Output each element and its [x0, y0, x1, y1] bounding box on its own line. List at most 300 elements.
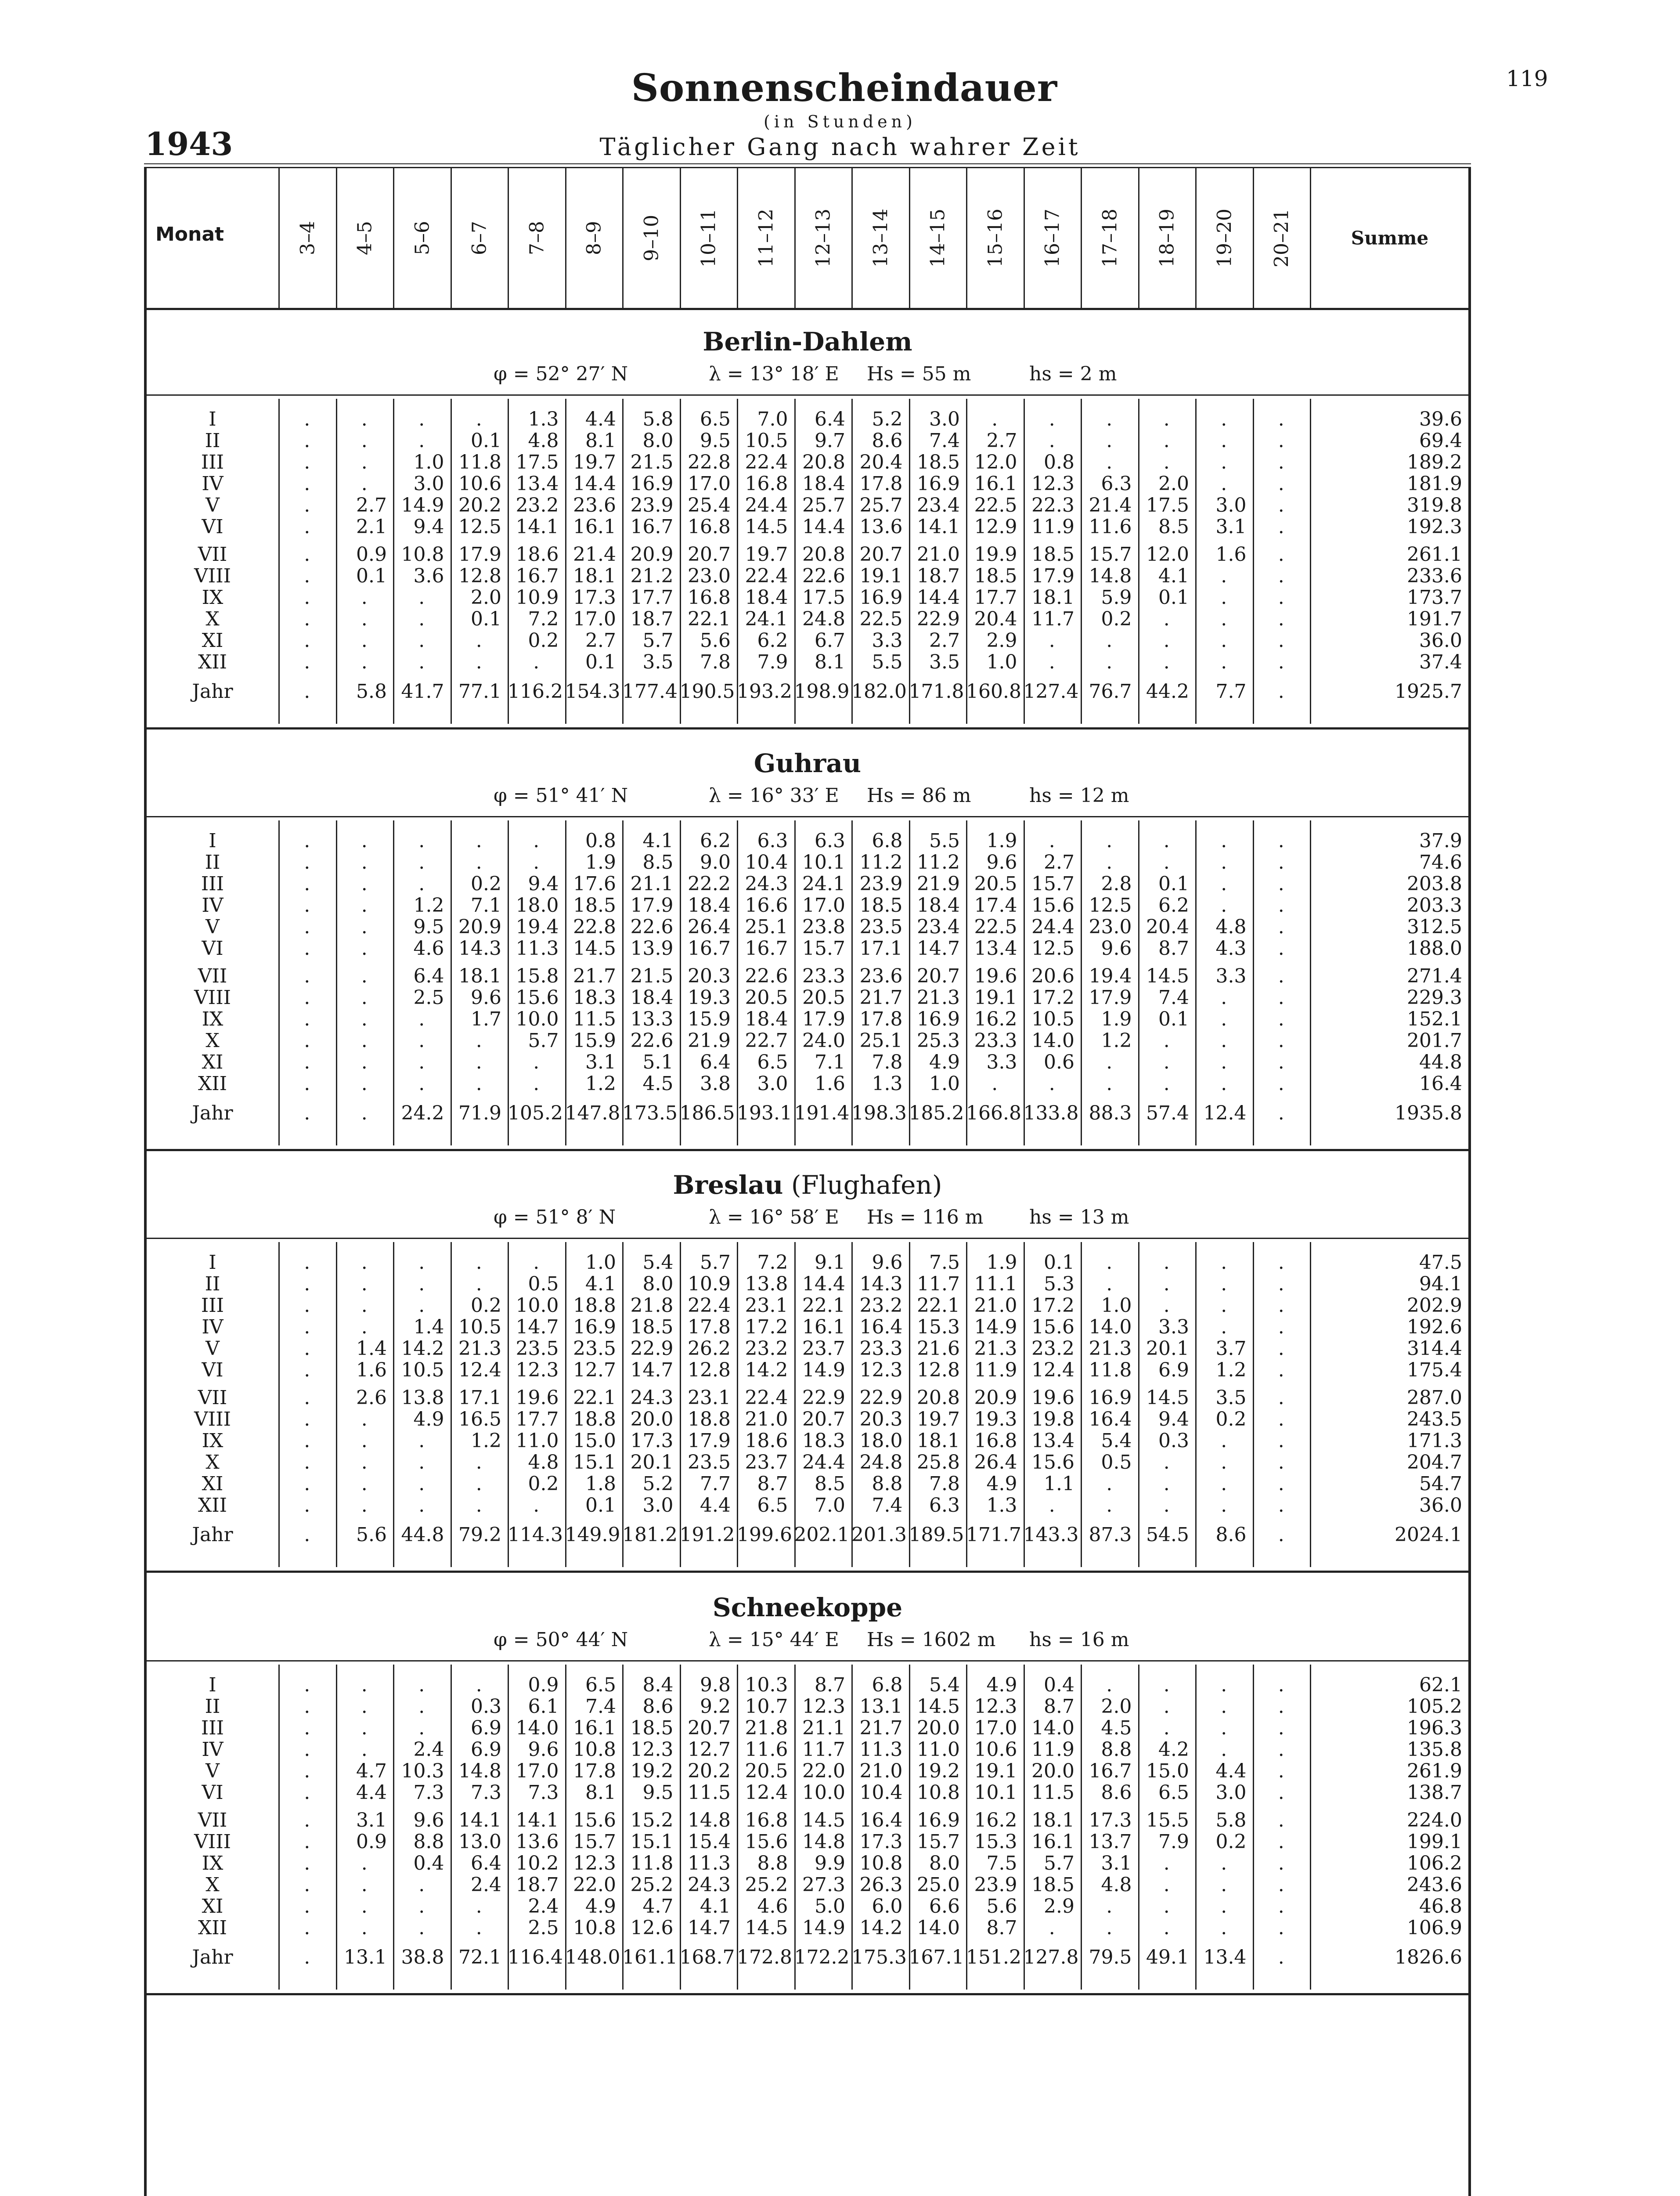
hour-value-cell: 1.2 — [471, 1430, 501, 1452]
hour-value-cell: 13.6 — [516, 1831, 559, 1853]
station-title — [147, 1170, 1468, 1200]
hour-value-cell: 18.8 — [688, 1408, 731, 1430]
hour-value-cell: 25.3 — [917, 1029, 960, 1052]
hour-value-cell: . — [476, 1029, 482, 1052]
hour-value-cell: 21.0 — [859, 1760, 903, 1782]
summe-value-cell: 62.1 — [1419, 1674, 1462, 1696]
hour-value-cell: 3.0 — [1215, 1781, 1247, 1804]
month-row — [147, 1760, 1468, 1782]
month-label: XII — [198, 1917, 227, 1939]
hour-value-cell: . — [1221, 851, 1227, 874]
hour-value-cell: 1.4 — [413, 1316, 444, 1338]
station-block — [147, 733, 1468, 1154]
hour-value-cell: 17.0 — [573, 608, 616, 630]
summe-value-cell: 37.4 — [1419, 651, 1462, 673]
hour-value-cell: 5.7 — [528, 1029, 559, 1052]
hour-value-cell: 17.8 — [573, 1760, 616, 1782]
hour-value-cell: 20.8 — [917, 1387, 960, 1409]
hour-value-cell: 14.0 — [1089, 1316, 1132, 1338]
month-row — [147, 1273, 1468, 1295]
month-row — [147, 1316, 1468, 1338]
station-title — [147, 748, 1468, 778]
hour-value-cell: 5.7 — [700, 1251, 731, 1274]
summe-value-cell: 196.3 — [1407, 1717, 1462, 1739]
hour-value-cell: 2.4 — [413, 1738, 444, 1761]
hour-value-cell: . — [1278, 586, 1284, 609]
hour-value-cell: . — [533, 651, 540, 673]
hour-value-cell: 10.0 — [516, 1294, 559, 1317]
hour-value-cell: 9.2 — [700, 1695, 731, 1718]
hour-value-cell: . — [1163, 1695, 1170, 1718]
summe-value-cell: 261.1 — [1407, 543, 1462, 566]
hour-value-cell: 3.8 — [700, 1073, 731, 1095]
hour-value-cell: 13.8 — [745, 1273, 788, 1295]
summe-value-cell: 173.7 — [1407, 586, 1462, 609]
summe-value-cell: 319.8 — [1407, 494, 1462, 516]
summe-value-cell: 287.0 — [1407, 1387, 1462, 1409]
hour-value-cell: . — [418, 1895, 425, 1918]
hour-value-cell: 19.1 — [974, 1760, 1017, 1782]
hour-value-cell: 1.6 — [815, 1073, 845, 1095]
hour-value-cell: 12.0 — [1146, 543, 1189, 566]
hour-value-cell: . — [1278, 1294, 1284, 1317]
hour-value-cell: . — [1278, 851, 1284, 874]
hour-value-cell: 25.1 — [859, 1029, 903, 1052]
hour-value-cell: 189.5 — [908, 1524, 964, 1546]
hour-value-cell: 7.0 — [757, 408, 788, 430]
hour-value-cell: 16.4 — [859, 1316, 903, 1338]
hour-value-cell: 5.8 — [1215, 1809, 1247, 1831]
hour-value-cell: 20.5 — [745, 986, 788, 1009]
hour-value-cell: . — [361, 1008, 368, 1030]
month-label: II — [205, 1273, 220, 1295]
hour-value-cell: . — [361, 1852, 368, 1875]
hour-value-cell: 44.8 — [401, 1524, 444, 1546]
hour-value-cell: . — [304, 516, 310, 538]
month-row — [147, 408, 1468, 430]
annual-total-row — [147, 1524, 1468, 1546]
hour-value-cell: 7.4 — [929, 430, 960, 452]
hour-value-cell: 16.1 — [802, 1316, 845, 1338]
hour-value-cell: 185.2 — [908, 1102, 964, 1124]
hour-value-cell: . — [1278, 986, 1284, 1009]
hour-value-cell: . — [304, 1359, 310, 1381]
hour-value-cell: 23.5 — [859, 916, 903, 938]
hour-value-cell: . — [1278, 651, 1284, 673]
hour-value-cell: . — [533, 1251, 540, 1274]
hour-value-cell: 191.4 — [794, 1102, 850, 1124]
hour-value-cell: 9.4 — [1158, 1408, 1189, 1430]
month-row — [147, 495, 1468, 516]
hour-value-cell: 17.0 — [802, 894, 845, 917]
hour-value-cell: 12.9 — [974, 516, 1017, 538]
hour-value-cell: 21.9 — [688, 1029, 731, 1052]
station-block — [147, 1154, 1468, 1576]
hour-value-cell: 7.8 — [929, 1473, 960, 1495]
hour-value-cell: . — [304, 473, 310, 495]
hour-value-cell: . — [304, 608, 310, 630]
hour-value-cell: . — [1221, 1494, 1227, 1517]
hour-value-cell: . — [1278, 1273, 1284, 1295]
station-phi: φ = 51° 8′ N — [494, 1206, 616, 1228]
hour-value-cell: . — [1163, 651, 1170, 673]
hour-value-cell: 2.7 — [585, 629, 616, 652]
hour-value-cell: 22.9 — [859, 1387, 903, 1409]
station-lambda: λ = 16° 58′ E — [709, 1206, 839, 1228]
summe-value-cell: 54.7 — [1419, 1473, 1462, 1495]
hour-value-cell: . — [1163, 608, 1170, 630]
hour-value-cell: . — [1278, 965, 1284, 987]
month-label: I — [209, 830, 216, 852]
hour-value-cell: . — [1106, 651, 1113, 673]
hour-value-cell: . — [361, 1316, 368, 1338]
hour-value-cell: . — [1163, 830, 1170, 852]
hour-value-cell: . — [304, 1251, 310, 1274]
hour-value-cell: 1.2 — [413, 894, 444, 917]
hour-value-cell: 201.3 — [851, 1524, 907, 1546]
hour-value-cell: 7.8 — [872, 1051, 903, 1073]
hour-value-cell: . — [1278, 1895, 1284, 1918]
hour-value-cell: 5.8 — [356, 680, 387, 703]
hour-value-cell: 12.0 — [974, 451, 1017, 473]
hour-value-cell: . — [1278, 1051, 1284, 1073]
annual-total-row — [147, 1102, 1468, 1124]
hour-value-cell: 2.8 — [1101, 873, 1132, 895]
hour-value-cell: . — [1163, 430, 1170, 452]
hour-value-cell: 10.9 — [688, 1273, 731, 1295]
hour-value-cell: . — [1163, 451, 1170, 473]
hour-value-cell: 6.3 — [1101, 473, 1132, 495]
hour-value-cell: . — [418, 1051, 425, 1073]
hour-value-cell: . — [1221, 1917, 1227, 1939]
hour-value-cell: 12.3 — [974, 1695, 1017, 1718]
hour-value-cell: 4.9 — [986, 1473, 1017, 1495]
hour-value-cell: . — [1278, 1387, 1284, 1409]
hour-value-cell: . — [1221, 586, 1227, 609]
hour-column-label: 17–18 — [1099, 209, 1121, 267]
hour-value-cell: 12.5 — [1031, 937, 1074, 960]
hour-value-cell: 171.7 — [966, 1524, 1021, 1546]
hour-value-cell: . — [1106, 1273, 1113, 1295]
hour-value-cell: 22.6 — [630, 916, 674, 938]
station-phi: φ = 51° 41′ N — [494, 784, 628, 807]
station-block — [147, 311, 1468, 733]
hour-value-cell: 25.2 — [630, 1874, 674, 1896]
hour-column-label: 9–10 — [640, 215, 663, 261]
summe-value-cell: 175.4 — [1407, 1359, 1462, 1381]
station-hs: Hs = 116 m — [867, 1206, 984, 1228]
hour-value-cell: . — [1221, 451, 1227, 473]
hour-value-cell: 0.2 — [1215, 1408, 1247, 1430]
hour-value-cell: 17.1 — [859, 937, 903, 960]
hour-value-cell: 0.8 — [585, 830, 616, 852]
month-label: XI — [202, 1051, 224, 1073]
hour-value-cell: 13.4 — [974, 937, 1017, 960]
hour-value-cell: . — [361, 873, 368, 895]
hour-value-cell: 14.5 — [1146, 965, 1189, 987]
hour-value-cell: 19.3 — [974, 1408, 1017, 1430]
hour-value-cell: 7.1 — [815, 1051, 845, 1073]
hour-value-cell: . — [476, 1917, 482, 1939]
hour-value-cell: 0.3 — [471, 1695, 501, 1718]
hour-value-cell: . — [1221, 651, 1227, 673]
hour-value-cell: 21.0 — [745, 1408, 788, 1430]
hour-column-header — [278, 168, 336, 308]
hour-value-cell: . — [304, 1946, 310, 1968]
hour-value-cell: 13.4 — [516, 473, 559, 495]
station-grid — [147, 1242, 1468, 1567]
hour-value-cell: 9.5 — [413, 916, 444, 938]
hour-value-cell: . — [1106, 1051, 1113, 1073]
hour-value-cell: 23.5 — [688, 1451, 731, 1474]
summe-value-cell: 94.1 — [1419, 1273, 1462, 1295]
hour-value-cell: 20.0 — [917, 1717, 960, 1739]
hour-value-cell: 23.0 — [688, 565, 731, 587]
hour-value-cell: 27.3 — [802, 1874, 845, 1896]
month-label: X — [205, 608, 220, 630]
hour-value-cell: 12.3 — [1031, 473, 1074, 495]
hour-value-cell: 19.6 — [516, 1387, 559, 1409]
hour-value-cell: 17.2 — [1031, 986, 1074, 1009]
hour-value-cell: 4.4 — [700, 1494, 731, 1517]
month-label: III — [201, 873, 224, 895]
hour-value-cell: 8.4 — [642, 1674, 674, 1696]
month-label: XI — [202, 1895, 224, 1918]
hour-value-cell: . — [476, 1273, 482, 1295]
hour-value-cell: 7.7 — [700, 1473, 731, 1495]
page-number: 119 — [1506, 66, 1548, 91]
hour-column-header — [966, 168, 1024, 308]
hour-value-cell: 20.0 — [1031, 1760, 1074, 1782]
hour-value-cell: 72.1 — [458, 1946, 501, 1968]
hour-value-cell: 16.8 — [745, 473, 788, 495]
hour-value-cell: . — [1278, 494, 1284, 516]
hour-value-cell: 17.2 — [745, 1316, 788, 1338]
hour-value-cell: 133.8 — [1023, 1102, 1079, 1124]
hour-value-cell: . — [361, 1051, 368, 1073]
hour-value-cell: . — [304, 1102, 310, 1124]
hour-value-cell: 8.5 — [642, 851, 674, 874]
hour-value-cell: 3.3 — [1215, 965, 1247, 987]
annual-total-row — [147, 681, 1468, 702]
hour-value-cell: . — [304, 680, 310, 703]
hour-value-cell: . — [418, 830, 425, 852]
hour-value-cell: . — [418, 1008, 425, 1030]
hour-value-cell: 23.9 — [630, 494, 674, 516]
hour-value-cell: 11.8 — [458, 451, 501, 473]
hour-value-cell: . — [361, 1273, 368, 1295]
hour-value-cell: 171.8 — [908, 680, 964, 703]
hour-value-cell: . — [533, 830, 540, 852]
hour-value-cell: 21.5 — [630, 451, 674, 473]
hour-value-cell: 7.5 — [986, 1852, 1017, 1875]
hour-value-cell: . — [304, 408, 310, 430]
hour-value-cell: 0.5 — [1101, 1451, 1132, 1474]
hour-value-cell: 4.9 — [585, 1895, 616, 1918]
hour-value-cell: 154.3 — [565, 680, 620, 703]
hour-value-cell: . — [1049, 830, 1055, 852]
hour-value-cell: . — [1221, 1874, 1227, 1896]
hour-value-cell: 0.1 — [585, 651, 616, 673]
hour-value-cell: . — [418, 1430, 425, 1452]
hour-column-label: 20–21 — [1270, 209, 1293, 267]
hour-value-cell: 10.8 — [573, 1917, 616, 1939]
hour-value-cell: 18.7 — [516, 1874, 559, 1896]
hour-value-cell: . — [361, 586, 368, 609]
hour-value-cell: 11.8 — [1089, 1359, 1132, 1381]
hour-value-cell: 18.6 — [745, 1430, 788, 1452]
hour-value-cell: 10.8 — [573, 1738, 616, 1761]
hour-value-cell: . — [1221, 1852, 1227, 1875]
station-lambda: λ = 16° 33′ E — [709, 784, 839, 807]
hour-value-cell: 10.3 — [401, 1760, 444, 1782]
hour-value-cell: 14.5 — [573, 937, 616, 960]
month-row — [147, 938, 1468, 959]
hour-value-cell: 22.8 — [573, 916, 616, 938]
hour-value-cell: 17.8 — [859, 1008, 903, 1030]
hour-value-cell: 11.5 — [573, 1008, 616, 1030]
station-hs: hs = 12 m — [1029, 784, 1129, 807]
month-label: Jahr — [192, 1946, 233, 1968]
hour-value-cell: 1.6 — [1215, 543, 1247, 566]
hour-value-cell: 5.4 — [642, 1251, 674, 1274]
hour-value-cell: 5.4 — [1101, 1430, 1132, 1452]
hour-value-cell: 186.5 — [679, 1102, 735, 1124]
hour-value-cell: 18.1 — [1031, 1809, 1074, 1831]
hour-value-cell: . — [1278, 430, 1284, 452]
hour-value-cell: 21.4 — [1089, 494, 1132, 516]
hour-value-cell: 3.0 — [757, 1073, 788, 1095]
hour-value-cell: . — [1278, 473, 1284, 495]
summe-value-cell: 191.7 — [1407, 608, 1462, 630]
hour-value-cell: 15.9 — [573, 1029, 616, 1052]
hour-value-cell: 166.8 — [966, 1102, 1021, 1124]
hour-value-cell: . — [1106, 1473, 1113, 1495]
hour-value-cell: 14.7 — [516, 1316, 559, 1338]
hour-value-cell: . — [1278, 1852, 1284, 1875]
hour-value-cell: 0.9 — [356, 543, 387, 566]
hour-value-cell: 22.1 — [573, 1387, 616, 1409]
hour-value-cell: 20.5 — [974, 873, 1017, 895]
hour-value-cell: . — [361, 608, 368, 630]
hour-value-cell: 19.4 — [1089, 965, 1132, 987]
hour-value-cell: 24.4 — [802, 1451, 845, 1474]
hour-value-cell: 6.5 — [700, 408, 731, 430]
summe-value-cell: 199.1 — [1407, 1831, 1462, 1853]
hour-column-label: 7–8 — [526, 221, 548, 255]
station-title — [147, 1593, 1468, 1622]
hour-value-cell: . — [1278, 1809, 1284, 1831]
hour-value-cell: . — [1278, 1874, 1284, 1896]
hour-value-cell: 4.1 — [642, 830, 674, 852]
hour-value-cell: . — [361, 408, 368, 430]
hour-value-cell: . — [1106, 430, 1113, 452]
hour-value-cell: 23.9 — [974, 1874, 1017, 1896]
hour-value-cell: . — [304, 1029, 310, 1052]
summe-value-cell: 138.7 — [1407, 1781, 1462, 1804]
hour-value-cell: . — [1221, 986, 1227, 1009]
hour-value-cell: 22.9 — [917, 608, 960, 630]
hour-value-cell: 22.1 — [917, 1294, 960, 1317]
hour-value-cell: . — [304, 451, 310, 473]
hour-value-cell: . — [1163, 1852, 1170, 1875]
hour-value-cell: . — [418, 1029, 425, 1052]
hour-value-cell: 7.2 — [757, 1251, 788, 1274]
hour-value-cell: 5.4 — [929, 1674, 960, 1696]
hour-value-cell: 173.5 — [622, 1102, 678, 1124]
hour-column-label: 15–16 — [984, 209, 1007, 267]
hour-value-cell: 76.7 — [1089, 680, 1132, 703]
hour-value-cell: 16.7 — [1089, 1760, 1132, 1782]
hour-value-cell: 17.0 — [516, 1760, 559, 1782]
hour-value-cell: 20.8 — [802, 543, 845, 566]
hour-value-cell: 2.0 — [471, 586, 501, 609]
annual-total-row — [147, 1947, 1468, 1968]
hour-value-cell: 18.4 — [745, 586, 788, 609]
month-label: IX — [202, 586, 224, 609]
hour-value-cell: 8.5 — [815, 1473, 845, 1495]
hour-value-cell: 21.6 — [917, 1337, 960, 1360]
hour-value-cell: 15.6 — [1031, 1451, 1074, 1474]
station-phi: φ = 50° 44′ N — [494, 1629, 628, 1651]
hour-value-cell: 9.6 — [528, 1738, 559, 1761]
hour-value-cell: 6.3 — [757, 830, 788, 852]
hour-value-cell: 172.8 — [737, 1946, 792, 1968]
hour-value-cell: 23.2 — [1031, 1337, 1074, 1360]
hour-value-cell: 57.4 — [1146, 1102, 1189, 1124]
hour-value-cell: 20.5 — [802, 986, 845, 1009]
hour-value-cell: 4.9 — [929, 1051, 960, 1073]
hour-value-cell: 4.1 — [700, 1895, 731, 1918]
hour-column-label: 13–14 — [869, 209, 892, 267]
hour-value-cell: 202.1 — [794, 1524, 850, 1546]
hour-value-cell: 2.7 — [1044, 851, 1074, 874]
hour-value-cell: 3.3 — [872, 629, 903, 652]
hour-value-cell: 114.3 — [508, 1524, 563, 1546]
hour-value-cell: 41.7 — [401, 680, 444, 703]
hour-value-cell: 13.9 — [630, 937, 674, 960]
hour-value-cell: 23.1 — [688, 1387, 731, 1409]
hour-value-cell: . — [1049, 408, 1055, 430]
hour-value-cell: . — [1163, 1674, 1170, 1696]
month-label: II — [205, 1695, 220, 1718]
summe-value-cell: 314.4 — [1407, 1337, 1462, 1360]
hour-column-header — [565, 168, 623, 308]
hour-value-cell: 9.7 — [815, 430, 845, 452]
hour-value-cell: 14.7 — [917, 937, 960, 960]
hour-value-cell: 25.7 — [802, 494, 845, 516]
hour-value-cell: . — [361, 1874, 368, 1896]
hour-value-cell: . — [1278, 1695, 1284, 1718]
hour-value-cell: 9.4 — [528, 873, 559, 895]
summe-value-cell: 203.3 — [1407, 894, 1462, 917]
hour-value-cell: 23.9 — [859, 873, 903, 895]
hour-value-cell: 1.7 — [471, 1008, 501, 1030]
hour-value-cell: . — [1221, 1073, 1227, 1095]
hour-value-cell: 198.3 — [851, 1102, 907, 1124]
summe-value-cell: 271.4 — [1407, 965, 1462, 987]
hour-value-cell: 0.2 — [471, 873, 501, 895]
hour-value-cell: 23.1 — [745, 1294, 788, 1317]
hour-value-cell: 15.6 — [1031, 1316, 1074, 1338]
hour-value-cell: 21.2 — [630, 565, 674, 587]
hour-value-cell: . — [1163, 1917, 1170, 1939]
hour-value-cell: 16.6 — [745, 894, 788, 917]
station-name: Guhrau — [753, 748, 862, 778]
hour-value-cell: . — [1278, 1917, 1284, 1939]
hour-value-cell: . — [1221, 1451, 1227, 1474]
hour-value-cell: . — [1278, 1359, 1284, 1381]
